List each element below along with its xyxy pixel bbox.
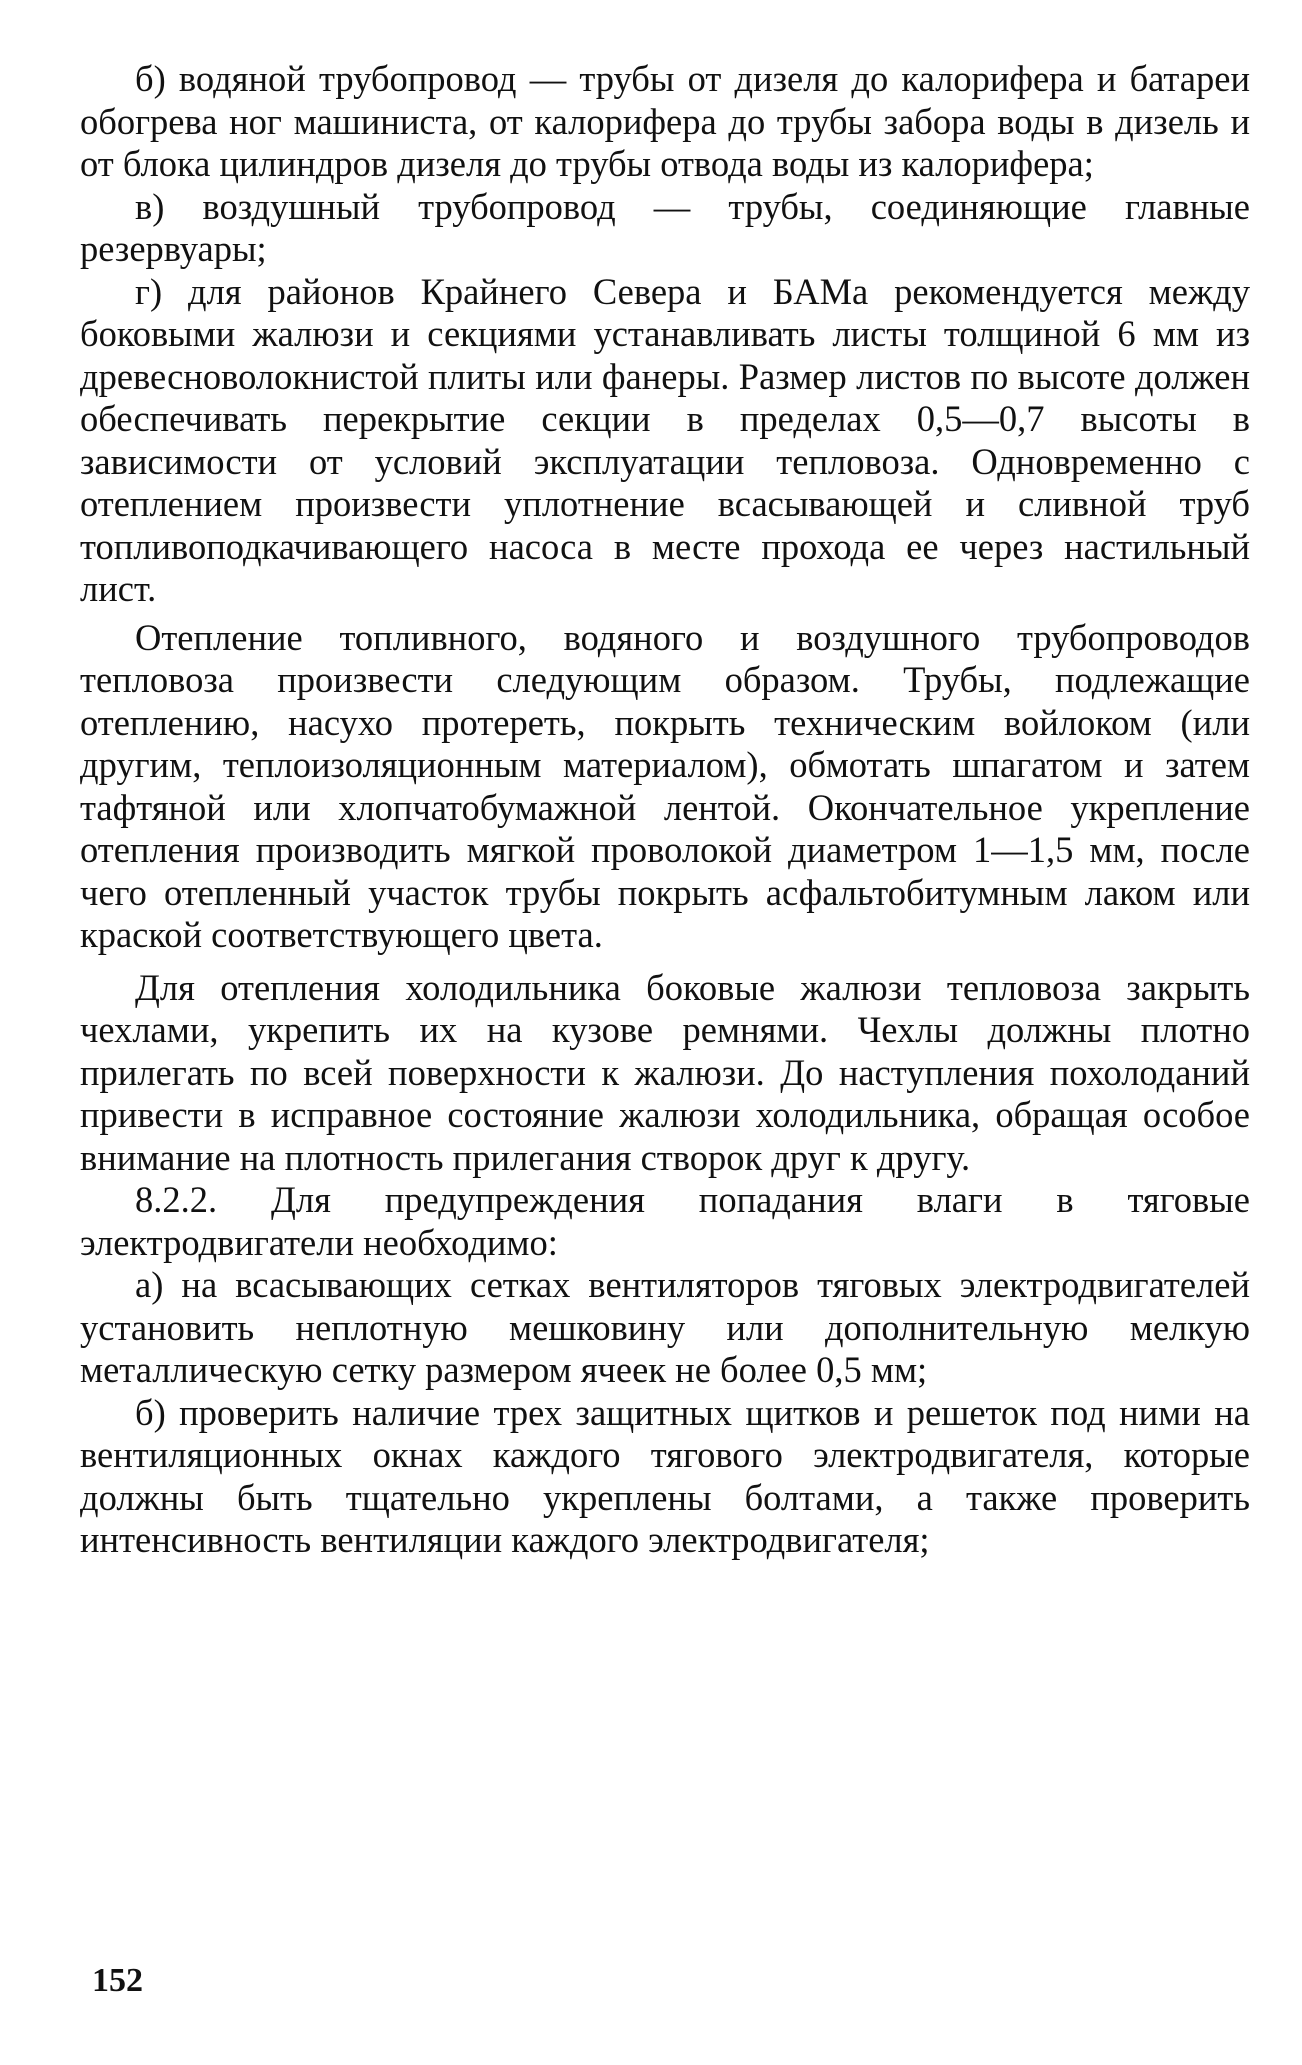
paragraph-air-pipeline: в) воздушный трубопровод — трубы, соединяющие главные резервуары; — [80, 185, 1250, 269]
page-number: 152 — [92, 1962, 143, 1999]
paragraph-item-b: б) проверить наличие трех защитных щитков и решеток под ними на вентиляционных окнах каждого тягового электродвигателя, которые должны быть тщательно укреплены болтами, а также проверить интенсивность вентиляции каждого электродвигателя; — [80, 1391, 1250, 1560]
page-body — [80, 58, 1250, 1562]
paragraph-radiator-insulation: Для отепления холодильника боковые жалюзи тепловоза закрыть чехлами, укрепить их на кузове ремнями. Чехлы должны плотно прилегать по всей поверхности к жалюзи. До наступления похолоданий привести в исправное состояние жалюзи холодильника, обращая особое внимание на плотность прилегания створок друг к другу. — [80, 966, 1250, 1178]
paragraph-far-north: г) для районов Крайнего Севера и БАМа рекомендуется между боковыми жалюзи и секциями устанавливать листы толщиной 6 мм из древесноволокнистой плиты или фанеры. Размер листов по высоте должен обеспечивать перекрытие секции в пределах 0,5—0,7 высоты в зависимости от условий эксплуатации тепловоза. Одновременно с отеплением произвести уплотнение всасывающей и сливной труб топливоподкачивающего насоса в месте прохода ее через настильный лист. — [80, 270, 1250, 609]
paragraph-pipeline-insulation: Отепление топливного, водяного и воздушного трубопроводов тепловоза произвести следующим образом. Трубы, подлежащие отеплению, насухо протереть, покрыть техническим войлоком (или другим, теплоизоляционным материалом), обмотать шпагатом и затем тафтяной или хлопчатобумажной лентой. Окончательное укрепление отепления производить мягкой проволокой диаметром 1—1,5 мм, после чего отепленный участок трубы покрыть асфальтобитумным лаком или краской соответствующего цвета. — [80, 616, 1250, 955]
paragraph-section-8-2-2: 8.2.2. Для предупреждения попадания влаги в тяговые электродвигатели необходимо: — [80, 1179, 1250, 1263]
paragraph-item-a: а) на всасывающих сетках вентиляторов тяговых электродвигателей установить неплотную мешковину или дополнительную мелкую металлическую сетку размером ячеек не более 0,5 мм; — [80, 1264, 1250, 1390]
paragraph-water-pipeline: б) водяной трубопровод — трубы от дизеля до калорифера и батареи обогрева ног машиниста, от калорифера до трубы забора воды в дизель и от блока цилиндров дизеля до трубы отвода воды из калорифера; — [80, 58, 1250, 184]
